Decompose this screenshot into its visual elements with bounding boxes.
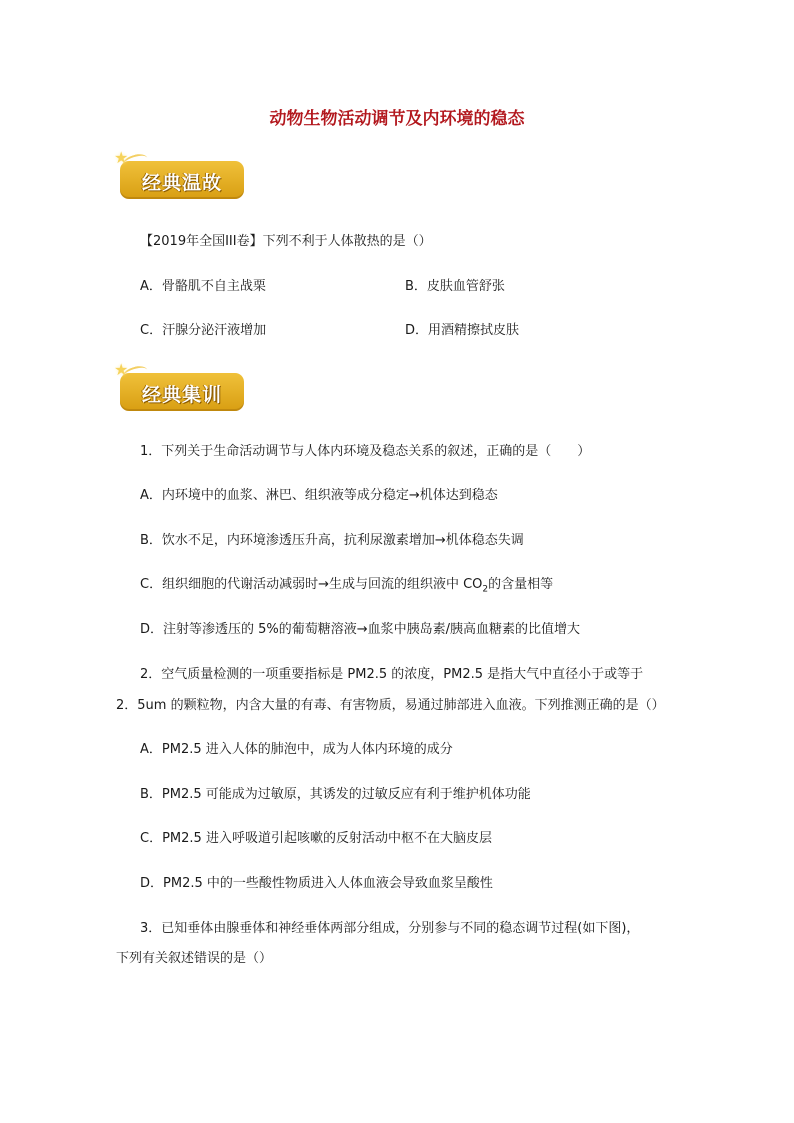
section-heading: 经典集训 xyxy=(141,384,222,406)
q2-option-b: B．PM2.5 可能成为过敏原，其诱发的过敏反应有利于维护机体功能 xyxy=(140,787,531,802)
section-banner-practice xyxy=(114,360,244,411)
q3-stem-line2: 下列有关叙述错误的是（） xyxy=(116,951,273,966)
option-d: D．用酒精擦拭皮肤 xyxy=(405,323,520,338)
q1-option-b: B．饮水不足，内环境渗透压升高，抗利尿激素增加→机体稳态失调 xyxy=(140,533,524,548)
q1-stem: 1．下列关于生命活动调节与人体内环境及稳态关系的叙述，正确的是（ ） xyxy=(140,444,591,459)
option-a: A．骨骼肌不自主战栗 xyxy=(140,279,266,294)
q1-option-d: D．注射等渗透压的 5%的葡萄糖溶液→血浆中胰岛素/胰高血糖素的比值增大 xyxy=(140,622,581,637)
page-title: 动物生物活动调节及内环境的稳态 xyxy=(269,109,525,129)
q2-option-c: C．PM2.5 进入呼吸道引起咳嗽的反射活动中枢不在大脑皮层 xyxy=(140,831,492,846)
option-c: C．汗腺分泌汗液增加 xyxy=(140,323,267,338)
q2-stem-line2: 2．5um 的颗粒物，内含大量的有毒、有害物质，易通过肺部进入血液。下列推测正确的是（） xyxy=(116,698,665,713)
star-icon: ★ xyxy=(114,148,129,167)
section-heading: 经典温故 xyxy=(141,172,222,194)
section-banner-review xyxy=(114,148,244,199)
q1-option-c: C．组织细胞的代谢活动减弱时→生成与回流的组织液中 $CO_2$的含量相等 xyxy=(140,577,554,595)
q2-stem-line1: 2．空气质量检测的一项重要指标是 PM2.5 的浓度，PM2.5 是指大气中直径小于或等于 xyxy=(140,667,644,682)
option-b: B．皮肤血管舒张 xyxy=(405,279,505,294)
q3-stem-line1: 3．已知垂体由腺垂体和神经垂体两部分组成，分别参与不同的稳态调节过程(如下图)， xyxy=(140,921,640,936)
subscript: 2 xyxy=(482,584,489,595)
star-icon: ★ xyxy=(114,360,129,379)
q2-option-a: A．PM2.5 进入人体的肺泡中，成为人体内环境的成分 xyxy=(140,742,453,757)
q2-option-d: D．PM2.5 中的一些酸性物质进入人体血液会导致血浆呈酸性 xyxy=(140,876,493,891)
q1-option-a: A．内环境中的血浆、淋巴、组织液等成分稳定→机体达到稳态 xyxy=(140,488,498,503)
question-stem: 【2019年全国III卷】下列不利于人体散热的是（） xyxy=(140,234,432,249)
